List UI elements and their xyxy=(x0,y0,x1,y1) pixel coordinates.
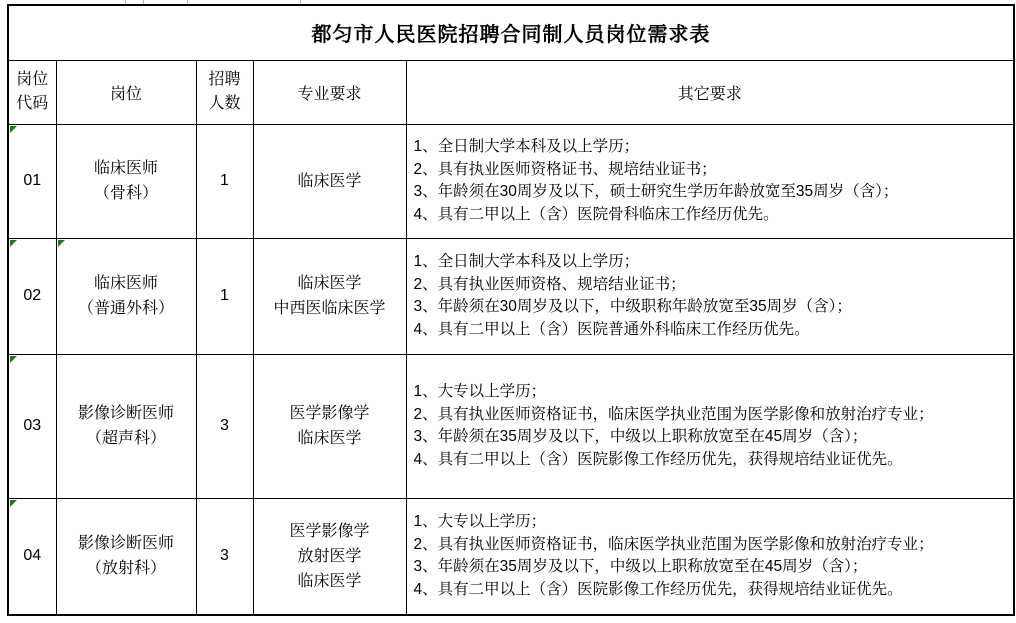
cell-other-requirements xyxy=(406,238,1014,354)
table-row xyxy=(8,124,1014,238)
cell-position xyxy=(56,354,196,498)
requirement-line: 4、具有二甲以上（含）医院影像工作经历优先，获得规培结业证优先。 xyxy=(413,450,903,468)
cell-recruit-count xyxy=(196,354,253,498)
requirement-line: 1、全日制大学本科及以上学历； xyxy=(413,138,640,155)
recruit-count-text: 1 xyxy=(220,287,229,304)
cell-position xyxy=(56,124,196,238)
requirement-line: 1、大专以上学历； xyxy=(413,513,547,531)
recruit-count-text: 3 xyxy=(220,547,229,565)
requirement-line: 2、具有执业医师资格证书，临床医学执业范围为医学影像和放射治疗专业； xyxy=(413,535,934,553)
cell-recruit-count xyxy=(196,498,253,615)
header-major: 专业要求 xyxy=(253,60,406,124)
major-requirement-text: 临床医学 xyxy=(297,172,362,190)
cell-major-requirement xyxy=(253,124,406,238)
cell-position xyxy=(56,238,196,354)
recruitment-table xyxy=(7,4,1015,616)
cell-other-requirements xyxy=(406,498,1014,615)
cell-major-requirement xyxy=(253,498,406,615)
requirement-line: 2、具有执业医师资格证书、规培结业证书； xyxy=(413,160,717,178)
header-row xyxy=(8,60,1014,124)
recruit-count-text: 3 xyxy=(220,417,229,434)
recruit-count-text: 1 xyxy=(220,172,229,189)
requirement-line: 1、大专以上学历； xyxy=(413,383,547,400)
major-requirement-text: 临床医学 中西医临床医学 xyxy=(273,275,386,317)
cell-position-code xyxy=(8,498,56,615)
cell-major-requirement xyxy=(253,238,406,354)
position-text: 影像诊断医师 （超声科） xyxy=(77,405,174,447)
major-requirement-text: 医学影像学 临床医学 xyxy=(289,405,370,447)
position-code-text: 03 xyxy=(23,417,42,434)
cell-error-indicator-icon xyxy=(10,500,17,507)
cell-other-requirements xyxy=(406,124,1014,238)
requirement-line: 4、具有二甲以上（含）医院普通外科临床工作经历优先。 xyxy=(413,320,810,338)
position-code-text: 01 xyxy=(23,172,42,189)
requirement-line: 4、具有二甲以上（含）医院影像工作经历优先，获得规培结业证优先。 xyxy=(413,580,903,598)
title-row xyxy=(8,5,1014,60)
cell-recruit-count xyxy=(196,238,253,354)
header-count: 招聘人数 xyxy=(196,60,253,124)
cell-error-indicator-icon xyxy=(10,240,17,247)
table-row xyxy=(8,498,1014,615)
requirement-line: 2、具有执业医师资格证书，临床医学执业范围为医学影像和放射治疗专业； xyxy=(413,405,934,423)
requirement-line: 3、年龄须在35周岁及以下，中级以上职称放宽至在45周岁（含）； xyxy=(413,558,868,576)
position-text: 影像诊断医师 （放射科） xyxy=(77,535,174,578)
cell-other-requirements xyxy=(406,354,1014,498)
position-code-text: 04 xyxy=(23,547,42,565)
header-other: 其它要求 xyxy=(406,60,1014,124)
table-row xyxy=(8,238,1014,354)
requirement-line: 3、年龄须在30周岁及以下，硕士研究生学历年龄放宽至35周岁（含）； xyxy=(413,183,899,200)
requirement-line: 4、具有二甲以上（含）医院骨科临床工作经历优先。 xyxy=(413,205,779,223)
cell-error-indicator-icon xyxy=(10,126,17,133)
position-code-text: 02 xyxy=(23,287,42,304)
position-text: 临床医师 （普通外科） xyxy=(77,275,174,317)
requirement-line: 1、全日制大学本科及以上学历； xyxy=(413,253,640,270)
cell-error-indicator-icon xyxy=(10,356,17,363)
cell-position-code xyxy=(8,238,56,354)
cell-major-requirement xyxy=(253,354,406,498)
cell-position xyxy=(56,498,196,615)
cell-recruit-count xyxy=(196,124,253,238)
position-text: 临床医师 （骨科） xyxy=(93,160,158,202)
cell-position-code xyxy=(8,124,56,238)
requirement-line: 2、具有执业医师资格、规培结业证书； xyxy=(413,275,686,293)
cell-position-code xyxy=(8,354,56,498)
cell-error-indicator-icon xyxy=(58,240,65,247)
header-position-code: 岗位代码 xyxy=(8,60,56,124)
major-requirement-text: 医学影像学 放射医学 临床医学 xyxy=(289,522,370,590)
requirement-line: 3、年龄须在35周岁及以下，中级以上职称放宽至在45周岁（含）； xyxy=(413,428,868,445)
table-title: 都匀市人民医院招聘合同制人员岗位需求表 xyxy=(8,5,1014,60)
header-position: 岗位 xyxy=(56,60,196,124)
table-row xyxy=(8,354,1014,498)
requirement-line: 3、年龄须在30周岁及以下，中级职称年龄放宽至35周岁（含）； xyxy=(413,298,852,315)
